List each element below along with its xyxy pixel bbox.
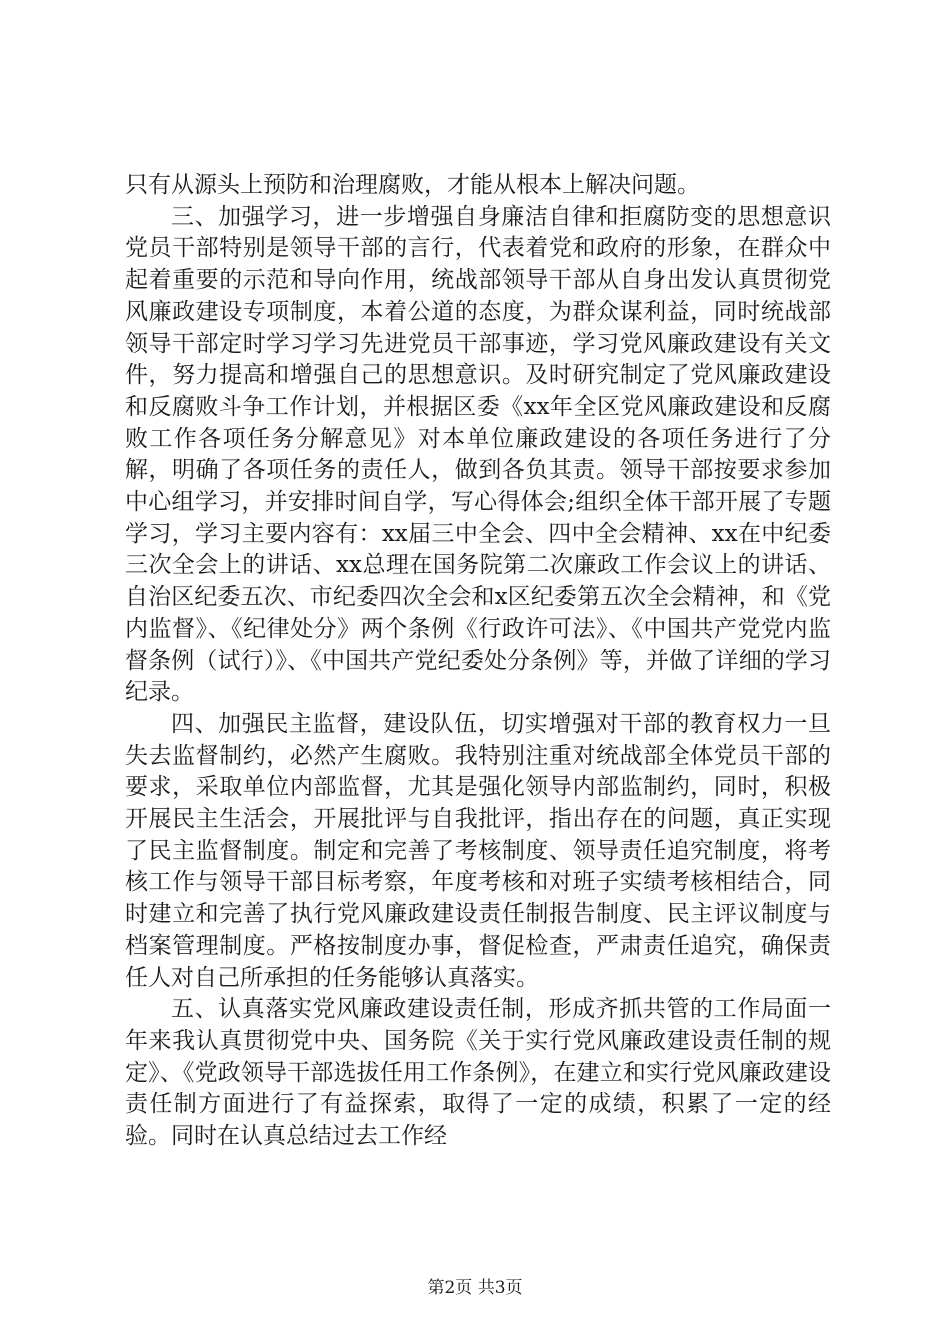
document-body	[125, 170, 831, 1153]
paragraph-section-five: 五、认真落实党风廉政建设责任制，形成齐抓共管的工作局面一年来我认真贯彻党中央、国务院《关于实行党风廉政建设责任制的规定》、《党政领导干部选拔任用工作条例》，在建立和实行党风廉政建设责任制方面进行了有益探索，取得了一定的成绩，积累了一定的经验。同时在认真总结过去工作经	[125, 996, 831, 1150]
page-number: 第2页 共3页	[427, 1278, 523, 1298]
paragraph-section-four: 四、加强民主监督，建设队伍，切实增强对干部的教育权力一旦失去监督制约，必然产生腐败。我特别注重对统战部全体党员干部的要求，采取单位内部监督，尤其是强化领导内部监制约，同时，积极开展民主生活会，开展批评与自我批评，指出存在的问题，真正实现了民主监督制度。制定和完善了考核制度、领导责任追究制度，将考核工作与领导干部目标考察，年度考核和对班子实绩考核相结合，同时建立和完善了执行党风廉政建设责任制报告制度、民主评议制度与档案管理制度。严格按制度办事，督促检查，严肃责任追究，确保责任人对自己所承担的任务能够认真落实。	[125, 710, 831, 991]
page-footer	[0, 1277, 950, 1299]
paragraph-section-three: 三、加强学习，进一步增强自身廉洁自律和拒腐防变的思想意识党员干部特别是领导干部的言行，代表着党和政府的形象，在群众中起着重要的示范和导向作用，统战部领导干部从自身出发认真贯彻党风廉政建设专项制度，本着公道的态度，为群众谋利益，同时统战部领导干部定时学习学习先进党员干部事迹，学习党风廉政建设有关文件，努力提高和增强自己的思想意识。及时研究制定了党风廉政建设和反腐败斗争工作计划，并根据区委《xx年全区党风廉政建设和反腐败工作各项任务分解意见》对本单位廉政建设的各项任务进行了分解，明确了各项任务的责任人，做到各负其责。领导干部按要求参加中心组学习，并安排时间自学，写心得体会;组织全体干部开展了专题学习，学习主要内容有：xx届三中全会、四中全会精神、xx在中纪委三次全会上的讲话、xx总理在国务院第二次廉政工作会议上的讲话、自治区纪委五次、市纪委四次全会和x区纪委第五次全会精神，和《党内监督》、《纪律处分》两个条例《行政许可法》、《中国共产党党内监督条例（试行）》、《中国共产党纪委处分条例》等，并做了详细的学习纪录。	[125, 203, 831, 706]
paragraph-continuation: 只有从源头上预防和治理腐败，才能从根本上解决问题。	[125, 172, 700, 198]
